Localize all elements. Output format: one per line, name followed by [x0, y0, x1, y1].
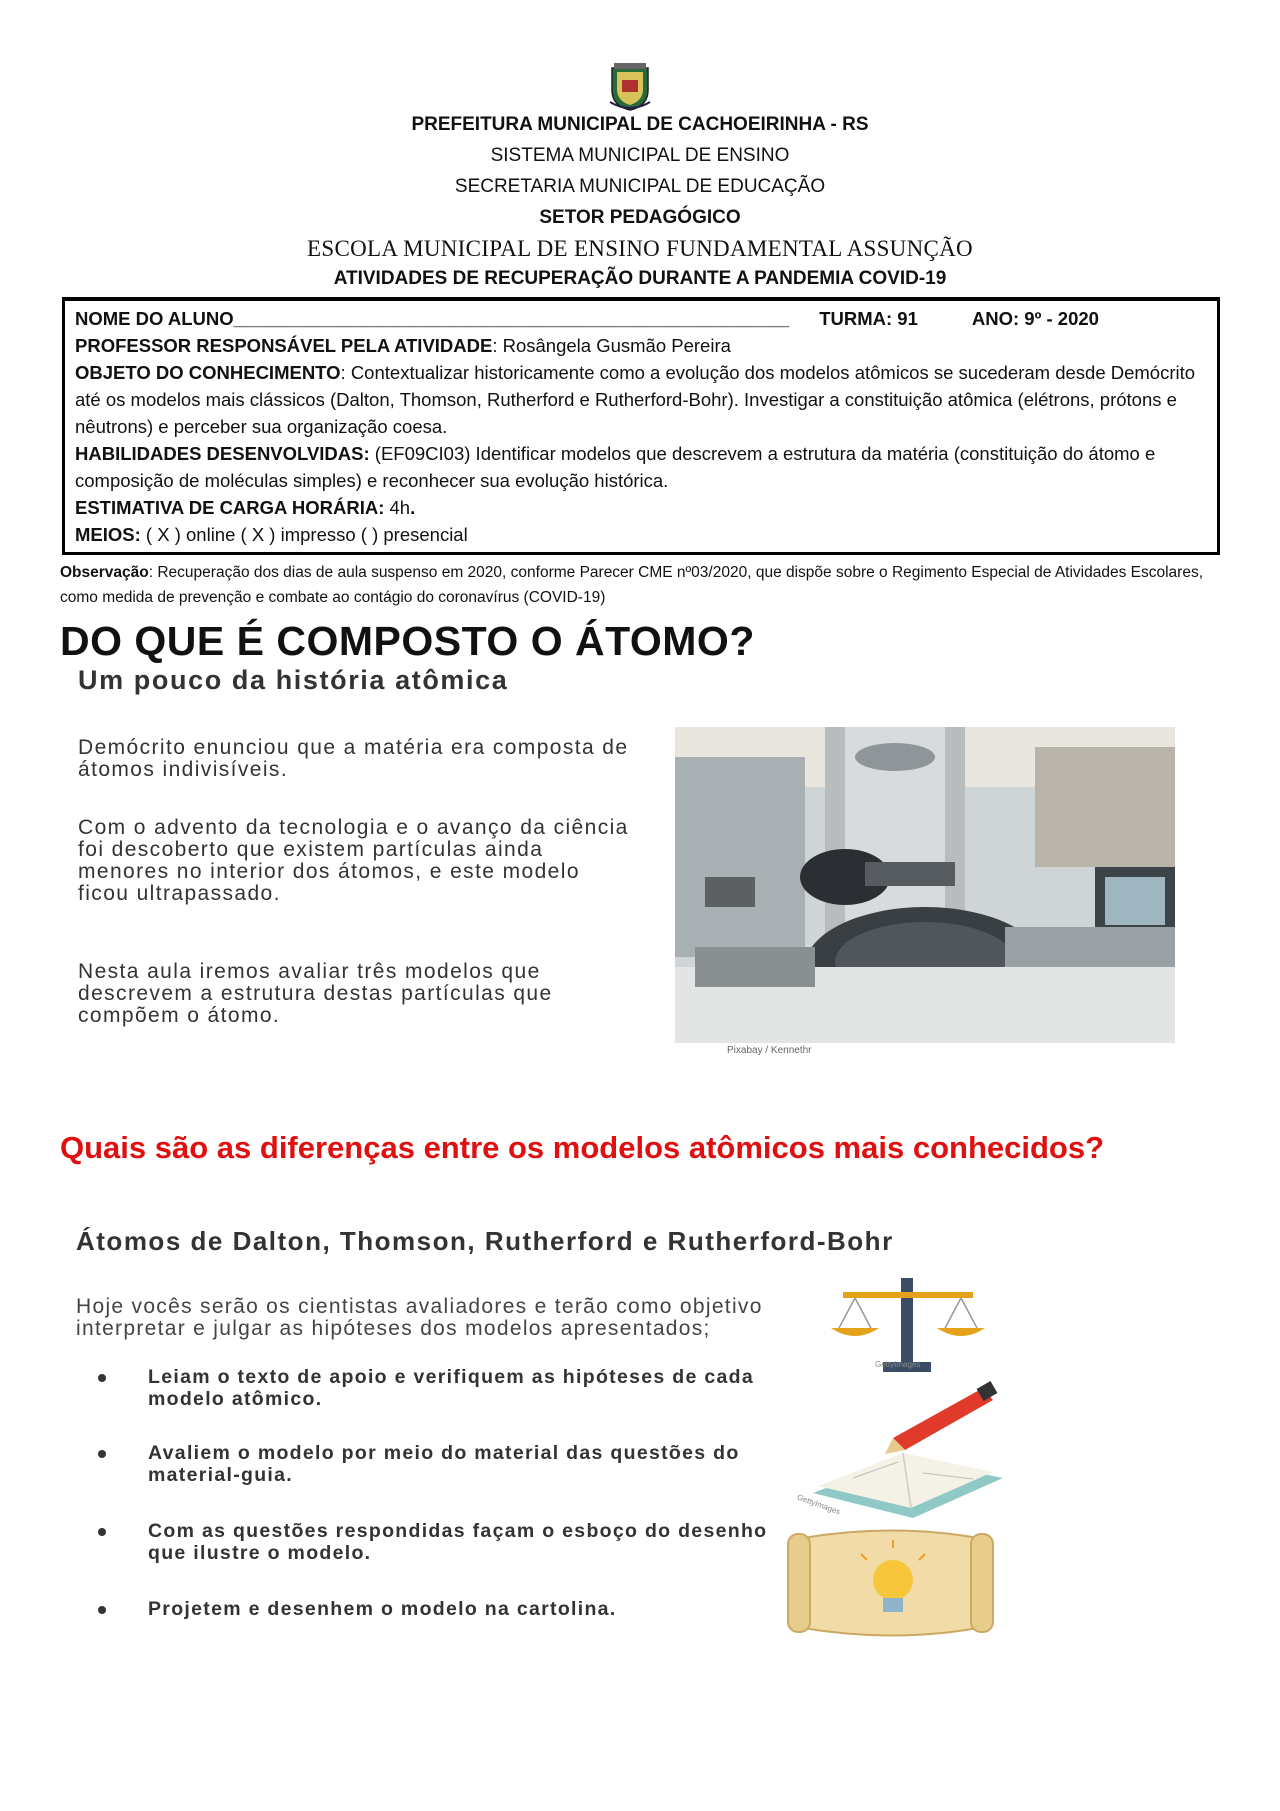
header-secretaria: SECRETARIA MUNICIPAL DE EDUCAÇÃO — [454, 176, 826, 197]
info-box — [62, 297, 1220, 555]
observacao — [60, 560, 1220, 610]
microscope-photo — [675, 727, 1175, 1043]
main-heading: DO QUE É COMPOSTO O ÁTOMO? — [60, 618, 755, 664]
ano-label: ANO: 9º - 2020 — [971, 308, 1099, 329]
habilidades-label: HABILIDADES DESENVOLVIDAS: — [75, 443, 370, 464]
slide1-paragraph-3: Nesta aula iremos avaliar três modelos que descrevem a estrutura destas partículas que compõem o átomo. — [78, 960, 553, 1027]
slide1-title: Um pouco da história atômica — [78, 665, 509, 695]
municipal-crest-icon — [608, 62, 652, 112]
bullet-icon — [98, 1606, 106, 1614]
bullet-icon — [98, 1528, 106, 1536]
header-prefeitura: PREFEITURA MUNICIPAL DE CACHOEIRINHA - RS — [411, 114, 869, 135]
slide2-title: Átomos de Dalton, Thomson, Rutherford e Rutherford-Bohr — [76, 1226, 894, 1256]
list-item-text: Leiam o texto de apoio e verifiquem as hipóteses de cada modelo atômico. — [148, 1366, 754, 1410]
professor-value: : Rosângela Gusmão Pereira — [492, 335, 731, 356]
carga-dot: . — [410, 497, 416, 518]
observacao-label: Observação — [60, 564, 149, 581]
getty-credit-1: GettyImages — [875, 1360, 921, 1369]
slide2-intro: Hoje vocês serão os cientistas avaliadores e terão como objetivo interpretar e julgar as hipóteses dos modelos apresentados; — [76, 1295, 763, 1340]
header-sistema: SISTEMA MUNICIPAL DE ENSINO — [490, 145, 790, 166]
list-item-text: Com as questões respondidas façam o esboço do desenho que ilustre o modelo. — [148, 1520, 768, 1564]
turma-label: TURMA: 91 — [819, 308, 918, 329]
slide-historia-atomica — [70, 665, 1180, 1060]
list-item-text: Projetem e desenhem o modelo na cartolina. — [148, 1598, 617, 1620]
header-escola: ESCOLA MUNICIPAL DE ENSINO FUNDAMENTAL ASSUNÇÃO — [307, 236, 973, 261]
carga-value: 4h — [384, 497, 411, 518]
slide1-paragraph-1: Demócrito enunciou que a matéria era composta de átomos indivisíveis. — [78, 736, 629, 781]
meios-value: ( X ) online ( X ) impresso ( ) presencial — [140, 524, 468, 545]
list-item-text: Avaliem o modelo por meio do material das questões do material-guia. — [148, 1442, 740, 1486]
photo-credit: Pixabay / Kennethr — [727, 1045, 812, 1056]
observacao-text: : Recuperação dos dias de aula suspenso em 2020, conforme Parecer CME nº03/2020, que dispõe sobre o Regimento Especial de Atividades Escolares, como medida de prevenção e combate ao contágio do coronavírus (COVID-19) — [60, 564, 1204, 606]
slide1-paragraph-2: Com o advento da tecnologia e o avanço da ciência foi descoberto que existem partículas ainda menores no interior dos átomos, e este modelo ficou ultrapassado. — [78, 816, 629, 905]
objeto-label: OBJETO DO CONHECIMENTO — [75, 362, 341, 383]
professor-label: PROFESSOR RESPONSÁVEL PELA ATIVIDADE — [75, 335, 493, 356]
bullet-icon — [98, 1374, 106, 1382]
scroll-lightbulb-icon — [783, 1528, 998, 1643]
carga-label: ESTIMATIVA DE CARGA HORÁRIA: — [75, 497, 385, 518]
header-atividades: ATIVIDADES DE RECUPERAÇÃO DURANTE A PANDEMIA COVID-19 — [333, 268, 947, 289]
objeto-value: : Contextualizar historicamente como a evolução dos modelos atômicos se sucederam desde Demócrito até os modelos mais clássicos (Dalton, Thomson, Rutherford e Rutherford-Bohr). Investigar a constituição atômica (elétrons, prótons e nêutrons) e perceber sua organização coesa. — [75, 362, 1196, 437]
meios-label: MEIOS: — [75, 524, 141, 545]
getty-credit-2: GettyImages — [795, 1492, 842, 1517]
bullet-icon — [98, 1450, 106, 1458]
question-heading: Quais são as diferenças entre os modelos atômicos mais conhecidos? — [60, 1130, 1105, 1165]
habilidades-value: (EF09CI03) Identificar modelos que descrevem a estrutura da matéria (constituição do átomo e composição de moléculas simples) e reconhecer sua evolução histórica. — [75, 443, 1156, 491]
slide-modelos-atomicos — [68, 1210, 1178, 1650]
header-setor: SETOR PEDAGÓGICO — [539, 207, 741, 228]
student-name-field: NOME DO ALUNO______________________________________________________ — [75, 308, 790, 329]
